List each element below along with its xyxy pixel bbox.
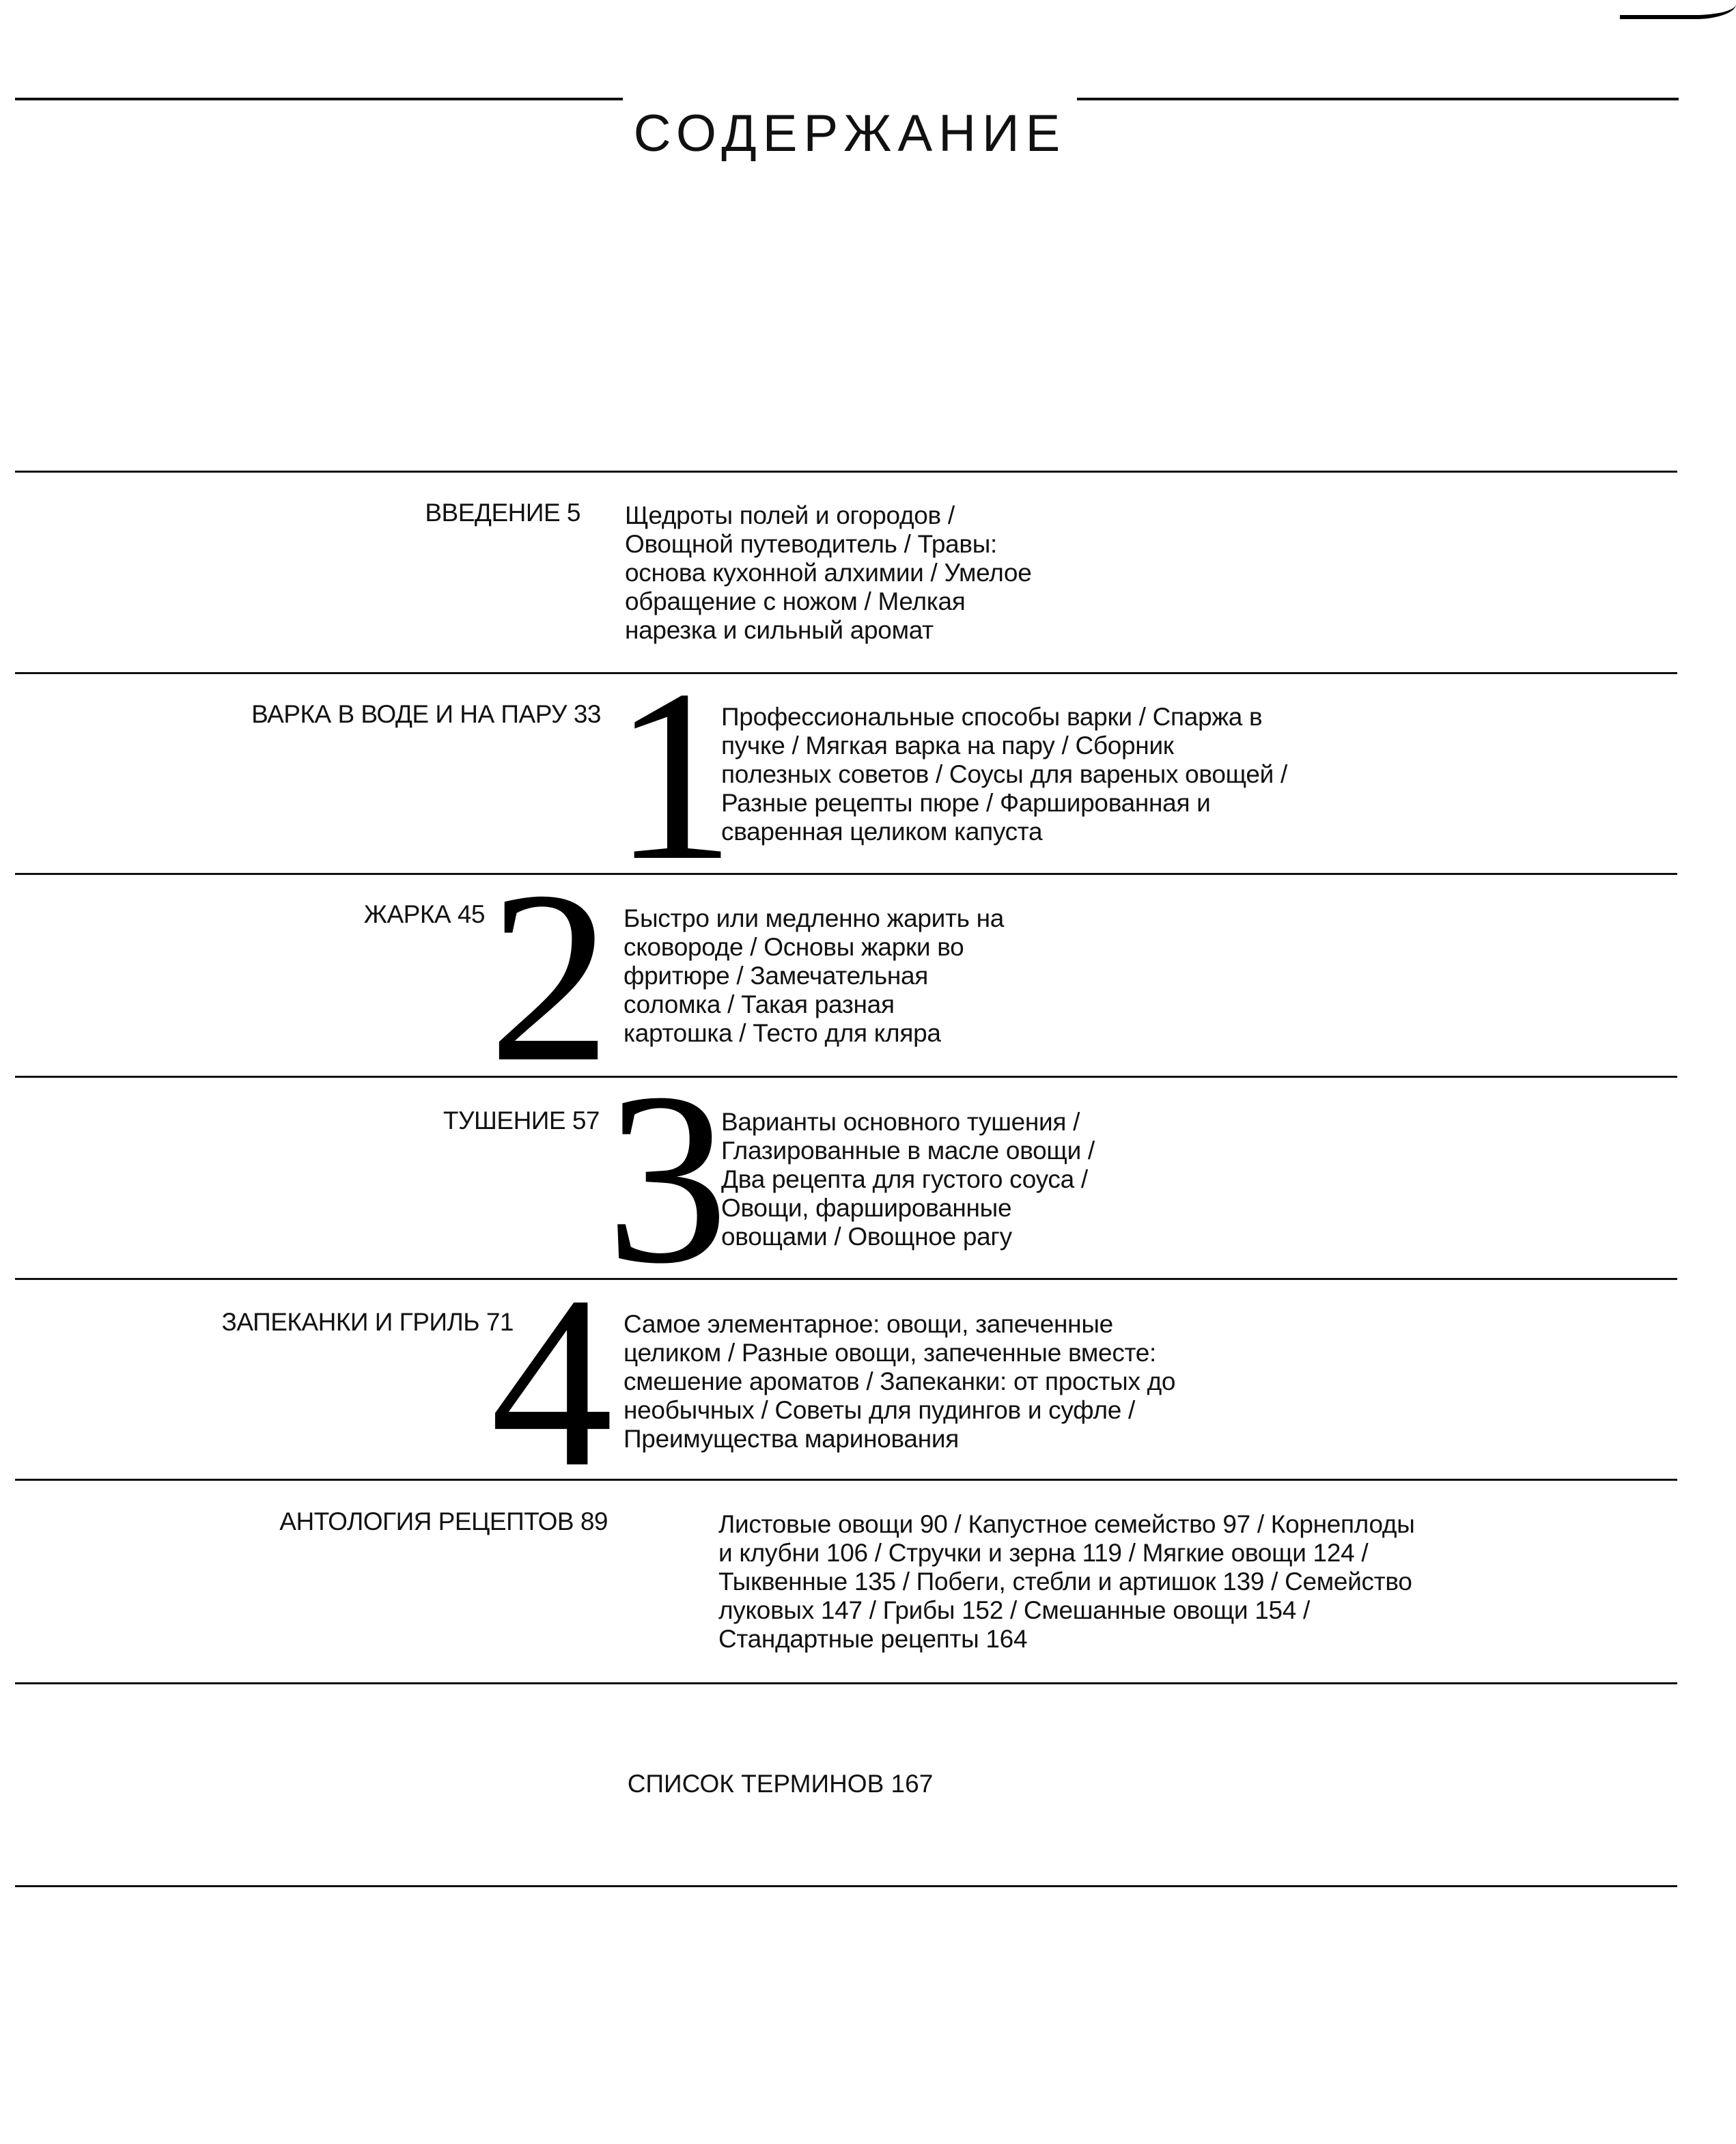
toc-entry-label[interactable]: АНТОЛОГИЯ РЕЦЕПТОВ 89 (279, 1507, 608, 1535)
toc-entry-description: Листовые овощи 90 / Капустное семейство 97 / Корнеплоды и клубни 106 / Стручки и зерна 119 / Мягкие овощи 124 / Тыквенные 135 / Побеги, стебли и артишок 139 / Семейство луковых 147 / Грибы 152 / Смешанные овощи 154 / Стандартные рецепты 164 (718, 1510, 1415, 1653)
toc-entry-label[interactable]: ВАРКА В ВОДЕ И НА ПАРУ 33 (251, 700, 601, 728)
toc-entry-description: Щедроты полей и огородов / Овощной путеводитель / Травы: основа кухонной алхимии / Умелое обращение с ножом / Мелкая нарезка и сильный аромат (625, 501, 1032, 644)
toc-entry-description: Быстро или медленно жарить на сковороде / Основы жарки во фритюре / Замечательная соломка / Такая разная картошка / Тесто для кляра (624, 904, 1005, 1047)
chapter-number: 1 (613, 639, 736, 911)
toc-entry-label[interactable]: ЖАРКА 45 (363, 900, 485, 928)
chapter-number: 3 (606, 1042, 729, 1314)
chapter-number: 4 (490, 1245, 613, 1518)
section-divider (15, 873, 1677, 875)
section-divider (15, 1278, 1677, 1280)
toc-entry-description: Варианты основного тушения / Глазированные в масле овощи / Два рецепта для густого соуса / Овощи, фаршированные овощами / Овощное рагу (721, 1108, 1095, 1251)
page-header (15, 61, 1679, 163)
title-rule-left (15, 98, 623, 100)
section-divider (15, 1682, 1677, 1684)
corner-scan-mark (1620, 0, 1736, 19)
section-divider (15, 1479, 1677, 1481)
title-rule-right (1077, 98, 1679, 100)
section-divider (15, 471, 1677, 473)
section-divider (15, 1885, 1677, 1887)
toc-entry-label[interactable]: ВВЕДЕНИЕ 5 (425, 499, 580, 527)
chapter-number: 2 (488, 840, 611, 1113)
section-divider (15, 1076, 1677, 1078)
toc-entry-label[interactable]: ЗАПЕКАНКИ И ГРИЛЬ 71 (221, 1308, 514, 1336)
toc-entry-description: Профессиональные способы варки / Спаржа в пучке / Мягкая варка на пару / Сборник полезных советов / Соусы для вареных овощей / Разные рецепты пюре / Фаршированная и сваренная целиком капуста (721, 703, 1287, 846)
toc-entry-glossary[interactable]: СПИСОК ТЕРМИНОВ 167 (627, 1770, 934, 1798)
toc-entry-description: Самое элементарное: овощи, запеченные целиком / Разные овощи, запеченные вместе: смешение ароматов / Запеканки: от простых до необычных / Советы для пудингов и суфле / Преимущества маринования (624, 1310, 1176, 1453)
page-title: СОДЕРЖАНИЕ (633, 104, 1067, 163)
section-divider (15, 672, 1677, 674)
toc-entry-label[interactable]: ТУШЕНИЕ 57 (443, 1106, 600, 1134)
